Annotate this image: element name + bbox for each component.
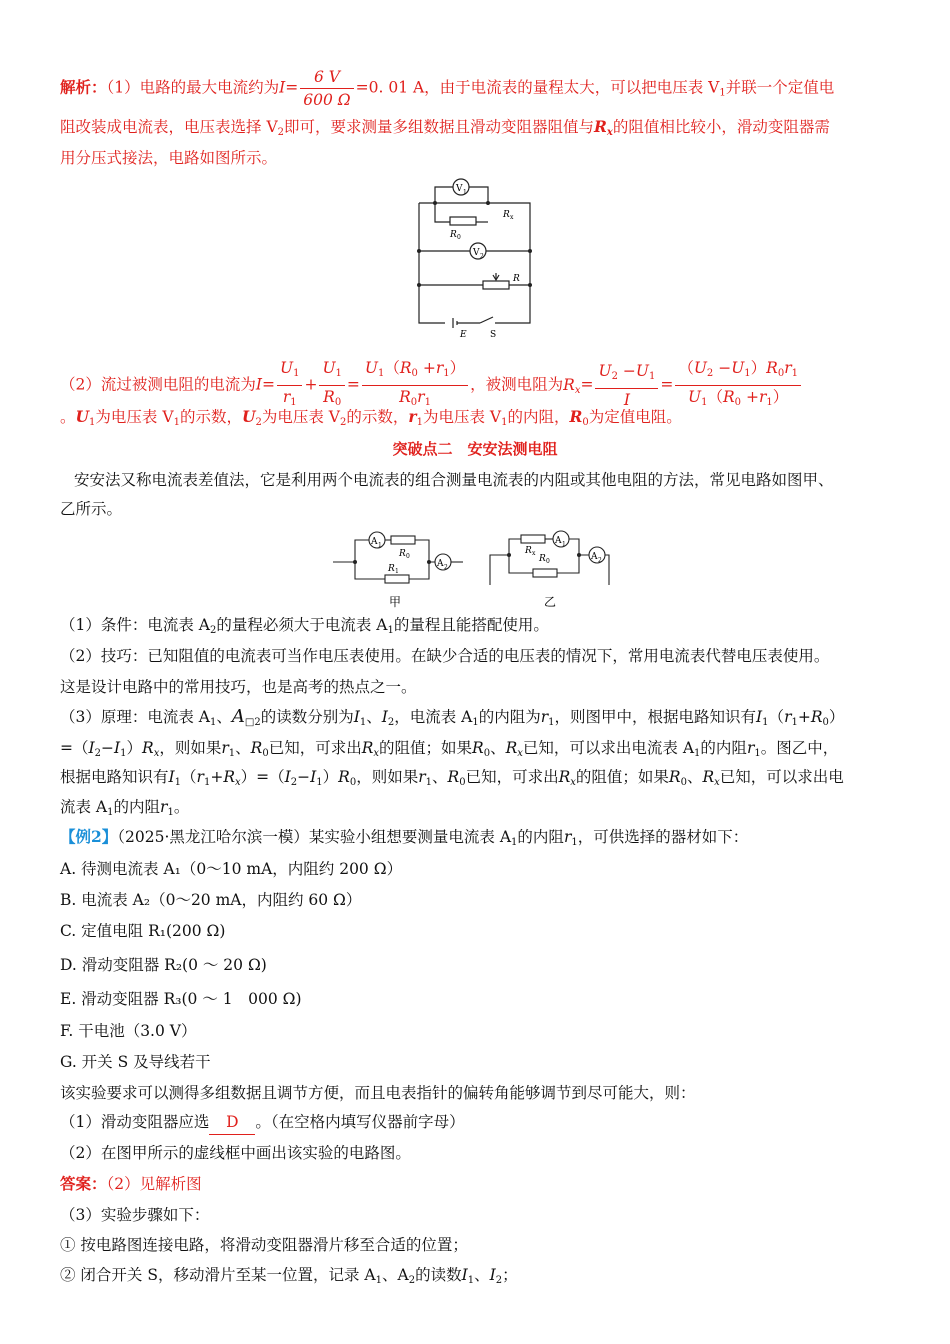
svg-text:1: 1 [378,542,382,549]
frac-num: 6 V [300,66,353,89]
text: =0. 01 A，由于电流表的量程太大，可以把电压表 [355,78,704,97]
text: ，电流表 A [394,708,473,726]
principle-line-2: $=(I_2-I_1)R_x$，则如果$r_1$、$R_0$已知，可求出$R_x$的阻值；如果$R_0$、$R_x$已知，可以求出电流表 $A_1$的内阻$r_1$。图乙中， [60,739,839,759]
tip-line-1: （2）技巧：已知阻值的电流表可当作电压表使用。在缺少合适的电压表的情况下，常用电流表代替电压表使用。 [60,647,830,665]
analysis-line-4: （2）流过被测电阻的电流为I= $\frac{U_1}{r_1}$ + $\frac{U_1}{R_0}$ = $\frac{U_1(R_0 +r_1)}{R_0r_1}$ ，被测电阻为$R_x=$ $\frac{U_2 -U_1}{I}$ = $\frac{(U_2 -U_1)R_0r_1}{U_1(R_0 +r_1)}$ [60,357,890,397]
text: 。 [60,408,76,426]
svg-text:R: R [388,564,395,574]
svg-text:2: 2 [598,557,602,564]
option-a: A. 待测电流表 A₁（0～10 mA，内阻约 200 Ω） [60,860,403,878]
text: 为定值电阻。 [588,408,682,426]
intro-line-2: 乙所示。 [60,500,123,518]
analysis-line-2: 阻改装成电流表，电压表选择 $V_2$即可，要求测量多组数据且滑动变阻器阻值与$R_x$的阻值相比较小，滑动变阻器需 [60,117,830,138]
text: 、A [381,1266,409,1284]
analysis-line-3: 用分压式接法，电路如图所示。 [60,149,278,167]
text: 。图乙中， [760,739,839,757]
step-1: ① 按电路图连接电路，将滑动变阻器滑片移至合适的位置； [60,1236,468,1254]
requirement: 该实验要求可以测得多组数据且调节方便，而且电表指针的偏转角能够调节到尽可能大，则： [60,1084,696,1102]
text: 为电压表 [422,408,485,426]
svg-text:R: R [399,549,406,559]
principle-line-1: （3）原理：电流表 $A_1$、$A_{□2}$的读数分别为$I_1$、$I_2$，电流表 $A_1$的内阻为$r_1$，则图甲中，根据电路知识有$I_1(r_1+R_0)$ [60,706,845,728]
step-2: ② 闭合开关 S，移动滑片至某一位置，记录 $A_1$、$A_2$的读数$I_1$、$I_2$； [60,1266,518,1286]
text: 已知，可以求出电 [719,768,844,786]
svg-text:1: 1 [463,189,467,196]
text: 的示数， [179,408,242,426]
svg-text:A: A [555,536,562,546]
steps-header: （3）实验步骤如下： [60,1206,210,1224]
analysis-line-5: 。$U_1$为电压表 $V_1$的示数，$U_2$为电压表 $V_2$的示数，$r_1$为电压表 $V_1$的内阻，$R_0$为定值电阻。 [60,407,682,428]
example-tag: 【例2】 [60,827,118,846]
text: =（ [60,739,89,757]
svg-text:x: x [510,214,514,221]
svg-text:S: S [490,330,497,340]
text: 并联一个定值电 [725,78,835,97]
text: 已知，可求出 [268,739,362,757]
text: 。（在空格内填写仪器前字母） [255,1113,465,1131]
analysis-line-1: 解析：（1）电路的最大电流约为I= $\frac{6 V}{600 \Omega}$ =0. 01 A，由于电流表的量程太大，可以把电压表 $V_1$并联一个定值电 [60,68,835,109]
text: （2）见解析图 [106,1175,202,1193]
section-title: 突破点二 安安法测电阻 [392,440,558,458]
svg-text:R: R [539,554,546,564]
text: ，则如果 [356,768,419,786]
text: （2）流过被测电阻的电流为 [60,375,256,394]
circuit-diagram-jia [333,525,463,610]
text: （3）原理：电流表 A [60,708,210,726]
text: 已知，可求出 [465,768,559,786]
text: 的示数， [346,408,409,426]
example-header: 【例2】（2025·黑龙江哈尔滨一模）某实验小组想要测量电流表 $A_1$的内阻$r_1$，可供选择的器材如下： [60,827,749,848]
option-d: D. 滑动变阻器 R₂(0 ～ 20 Ω) [60,956,267,974]
svg-text:1: 1 [395,568,399,575]
text: 已知，可以求出电流表 A [522,739,695,757]
svg-text:2: 2 [444,564,448,571]
svg-text:x: x [532,550,536,557]
option-e: E. 滑动变阻器 R₃(0 ～ 1 000 Ω) [60,990,302,1008]
text: 的内阻 [113,798,161,816]
text: （1）滑动变阻器应选 [60,1113,210,1131]
svg-text:R: R [503,210,510,220]
text: （2025·黑龙江哈尔滨一模）某实验小组想要测量电流表 A [117,828,512,846]
text: （1）电路的最大电流约为 [106,78,280,97]
svg-text:A: A [371,537,378,547]
frac-den: 600 Ω [303,91,351,109]
text: 的读数 [415,1266,462,1284]
text: 的内阻 [517,828,564,846]
analysis-label: 解析： [60,77,107,97]
svg-text:R: R [513,274,520,284]
svg-text:E: E [460,330,467,340]
svg-text:R: R [450,230,457,240]
svg-text:2: 2 [480,253,484,260]
text: 的阻值相比较小，滑动变阻器需 [612,118,830,136]
circuit-diagram-voltmeter [405,175,545,340]
text: ，则图甲中，根据电路知识有 [554,708,757,726]
svg-text:0: 0 [406,553,410,560]
condition-line: （1）条件：电流表 $A_2$的量程必须大于电流表 $A_1$的量程且能搭配使用。 [60,616,549,636]
text: 的内阻 [700,739,747,757]
svg-text:A: A [437,559,444,569]
option-f: F. 干电池（3.0 V） [60,1022,197,1040]
answer-label: 答案： [60,1174,107,1193]
answer-line [60,1172,890,1196]
text: 的内阻为 [478,708,541,726]
tip-line-2: 这是设计电路中的常用技巧，也是高考的热点之一。 [60,678,417,696]
fig-jia-label: 甲 [389,595,402,609]
svg-text:0: 0 [457,234,461,241]
text: 根据电路知识有 [60,768,169,786]
option-b: B. 电流表 A₂（0～20 mA，内阻约 60 Ω） [60,891,362,909]
fraction [300,66,353,111]
text: 的阻值；如果 [575,768,669,786]
text: 阻改装成电流表，电压表选择 [60,118,262,136]
svg-text:R: R [525,546,532,556]
fig-yi-label: 乙 [544,595,557,609]
text: 的量程且能搭配使用。 [393,616,549,634]
principle-line-3: 根据电路知识有$I_1(r_1+R_x)=(I_2-I_1)R_0$，则如果$r_1$、$R_0$已知，可求出$R_x$的阻值；如果$R_0$、$R_x$已知，可以求出电 [60,768,844,788]
question-2: （2）在图甲所示的虚线框中画出该实验的电路图。 [60,1144,411,1162]
circuit-diagram-yi [487,525,617,610]
text: 的内阻， [507,408,570,426]
text: ，可供选择的器材如下： [577,828,749,846]
text: 即可，要求测量多组数据且滑动变阻器阻值与 [284,118,595,136]
text: ，被测电阻为 [470,375,564,394]
svg-text:V: V [473,248,480,258]
principle-line-4: 流表 $A_1$的内阻$r_1$。 [60,798,190,818]
text: ，则如果 [159,739,222,757]
text: 的量程必须大于电流表 A [216,616,388,634]
svg-text:V: V [456,184,463,194]
svg-text:A: A [591,552,598,562]
text: （1）条件：电流表 A [60,616,210,634]
text: 为电压表 [261,408,324,426]
answer-blank: D [209,1110,255,1135]
text: 流表 A [60,798,108,816]
svg-text:0: 0 [546,558,550,565]
svg-text:1: 1 [562,541,566,548]
question-1 [60,1110,890,1135]
text: 、 [216,708,232,726]
text: 的读数分别为 [260,708,354,726]
text: 的阻值；如果 [379,739,473,757]
text: ② 闭合开关 S，移动滑片至某一位置，记录 A [60,1266,376,1284]
option-g: G. 开关 S 及导线若干 [60,1053,211,1071]
text: 为电压表 [95,408,158,426]
option-c: C. 定值电阻 R₁(200 Ω) [60,922,226,940]
intro-line-1: 安安法又称电流表差值法，它是利用两个电流表的组合测量电流表的内阻或其他电阻的方法，常见电路如图甲、 [74,471,834,489]
